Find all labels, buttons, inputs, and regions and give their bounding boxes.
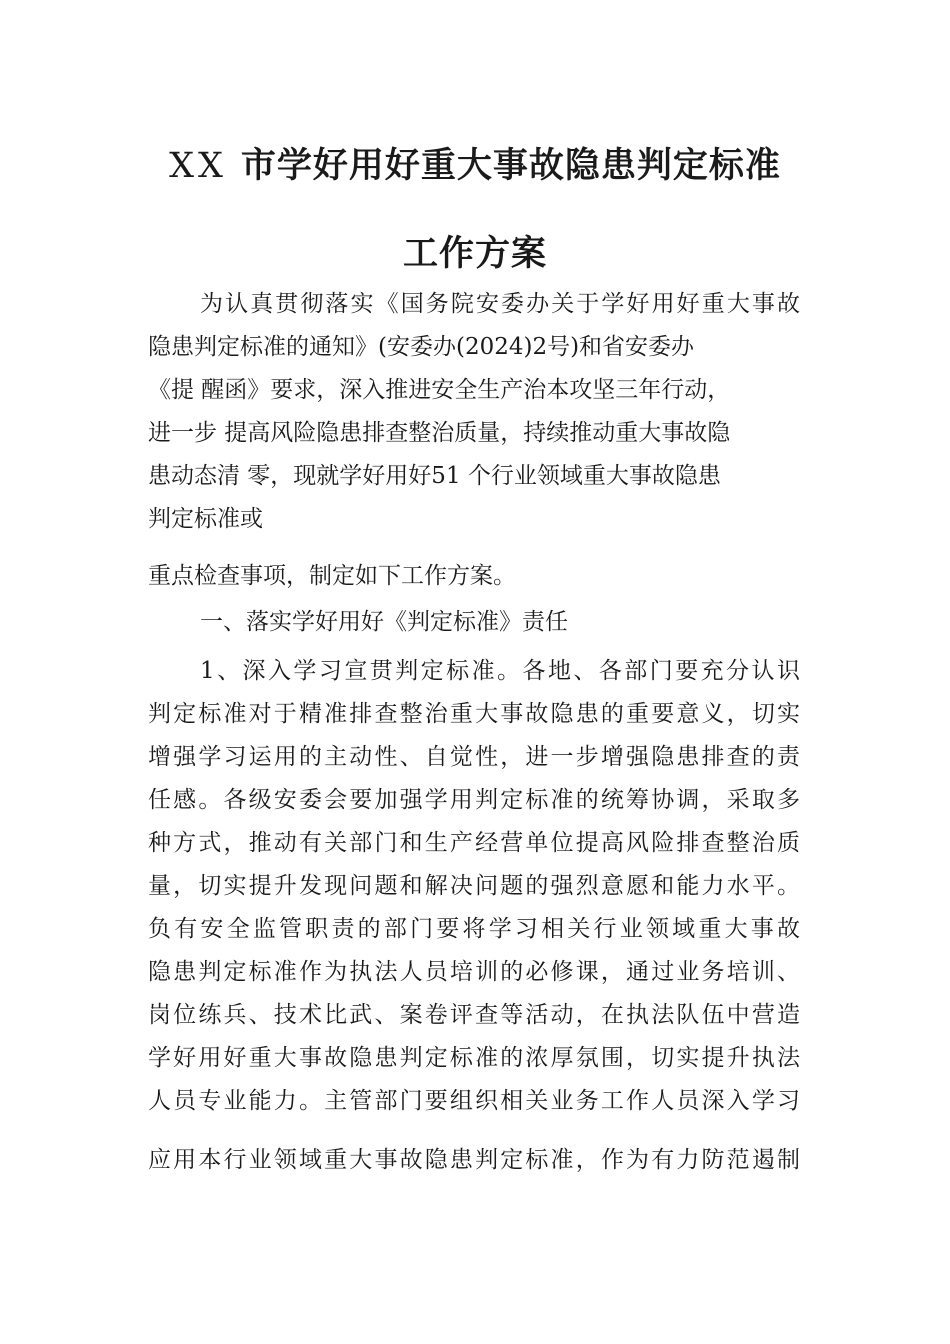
paragraph-line: 增强学习运用的主动性、自觉性，进一步增强隐患排查的责 [148,744,800,770]
paragraph-line: 进一步 提高风险隐患排查整治质量，持续推动重大事故隐 [148,420,731,446]
paragraph-line: 负有安全监管职责的部门要将学习相关行业领域重大事故 [148,916,800,942]
paragraph-line: 判定标准或 [148,506,263,532]
paragraph-line: 隐患判定标准作为执法人员培训的必修课，通过业务培训、 [148,959,800,985]
title-text-line-1: 市学好用好重大事故隐患判定标准 [240,146,781,186]
section-heading: 一、落实学好用好《判定标准》责任 [200,609,568,635]
title-prefix: XX [169,146,227,186]
paragraph-line: 为认真贯彻落实《国务院安委办关于学好用好重大事故 [200,291,800,317]
paragraph-line: 《提 醒函》要求，深入推进安全生产治本攻坚三年行动， [148,377,731,403]
paragraph-line: 1、深入学习宣贯判定标准。各地、各部门要充分认识 [200,658,800,684]
paragraph-line: 判定标准对于精准排查整治重大事故隐患的重要意义，切实 [148,701,800,727]
paragraph-line: 量，切实提升发现问题和解决问题的强烈意愿和能力水平。 [148,873,800,899]
paragraph-line: 种方式，推动有关部门和生产经营单位提高风险排查整治质 [148,830,800,856]
paragraph-line: 人员专业能力。主管部门要组织相关业务工作人员深入学习 [148,1088,800,1114]
paragraph-line: 隐患判定标准的通知》(安委办(2024)2号)和省安委办 [148,334,695,360]
document-title-line-2: 工作方案 [402,234,547,274]
paragraph-line: 岗位练兵、技术比武、案卷评查等活动，在执法队伍中营造 [148,1002,800,1028]
paragraph-line: 患动态清 零，现就学好用好51 个行业领域重大事故隐患 [148,463,721,489]
paragraph-line: 学好用好重大事故隐患判定标准的浓厚氛围，切实提升执法 [148,1045,800,1071]
paragraph-line: 重点检查事项，制定如下工作方案。 [148,563,516,589]
paragraph-line: 任感。各级安委会要加强学用判定标准的统筹协调，采取多 [148,787,800,813]
paragraph-line: 应用本行业领域重大事故隐患判定标准，作为有力防范遏制 [148,1147,800,1173]
document-title-line-1 [0,138,950,188]
